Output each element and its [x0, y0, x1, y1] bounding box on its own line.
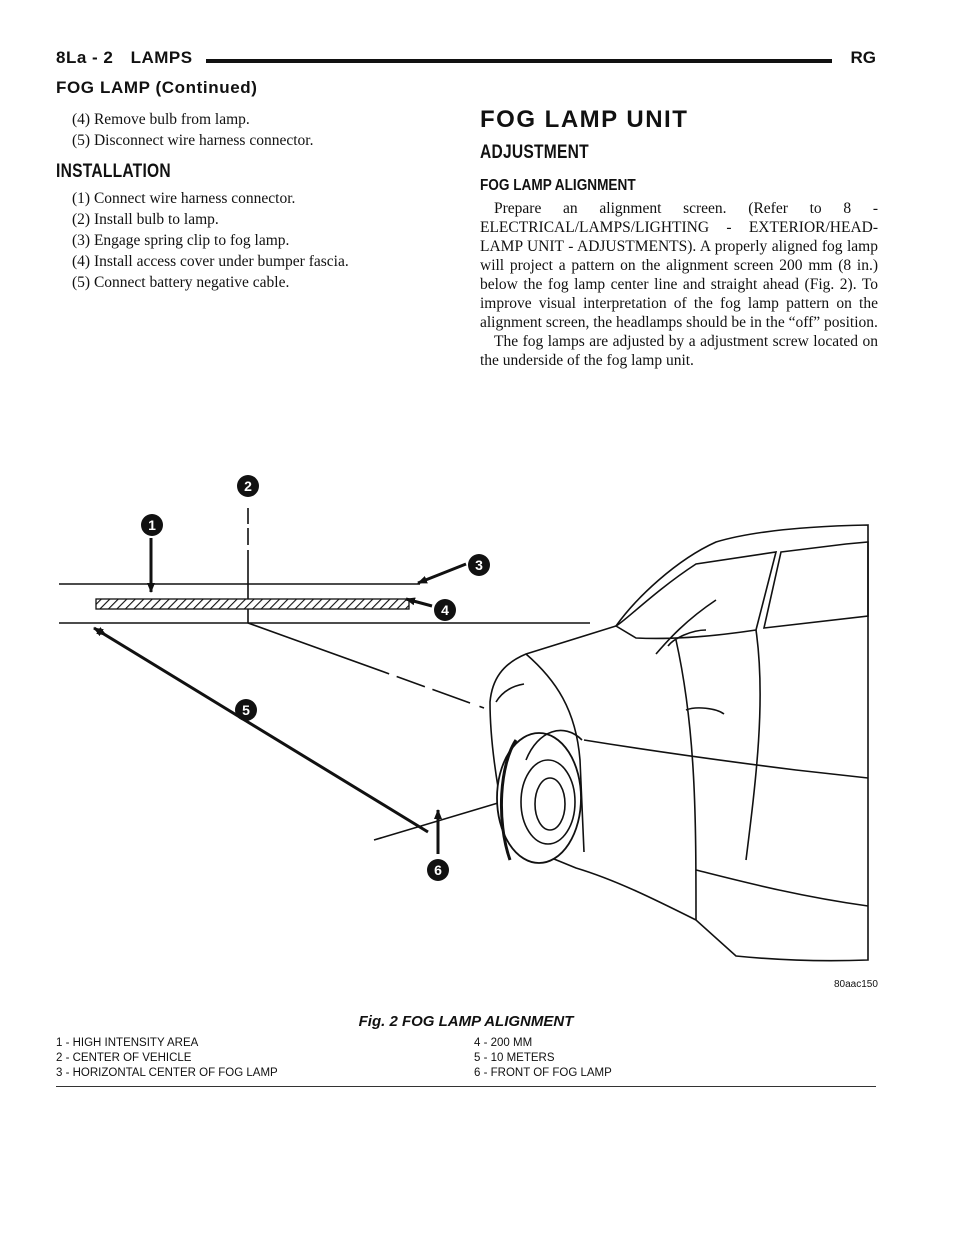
- legend-item: 6 - FRONT OF FOG LAMP: [474, 1067, 612, 1079]
- adjustment-heading: ADJUSTMENT: [480, 142, 589, 163]
- removal-step: (5) Disconnect wire harness connector.: [72, 132, 314, 149]
- installation-step: (2) Install bulb to lamp.: [72, 211, 219, 228]
- legend-item: 5 - 10 METERS: [474, 1052, 555, 1064]
- legend-item: 1 - HIGH INTENSITY AREA: [56, 1037, 199, 1049]
- unit-heading: FOG LAMP UNIT: [480, 106, 689, 133]
- legend-item: 4 - 200 MM: [474, 1037, 533, 1049]
- left-column: [56, 110, 456, 294]
- page-header: [56, 44, 876, 74]
- adjustment-paragraph: The fog lamps are adjusted by a adjustment screw located on the underside of the fog lamp unit.: [480, 333, 878, 369]
- alignment-heading: FOG LAMP ALIGNMENT: [480, 177, 636, 194]
- callout-3-label: 3: [475, 557, 483, 573]
- installation-heading: INSTALLATION: [56, 161, 171, 182]
- installation-step: (4) Install access cover under bumper fascia.: [72, 253, 349, 270]
- vehicle-illustration: [490, 525, 868, 961]
- removal-step: (4) Remove bulb from lamp.: [72, 111, 250, 128]
- figure-code: 80aac150: [834, 979, 878, 990]
- installation-step: (5) Connect battery negative cable.: [72, 274, 290, 291]
- callout-6-label: 6: [434, 862, 442, 878]
- continued-heading: FOG LAMP (Continued): [56, 78, 258, 97]
- callout-5-label: 5: [242, 702, 250, 718]
- section-number: 8La - 2: [56, 48, 114, 67]
- installation-step: (1) Connect wire harness connector.: [72, 190, 296, 207]
- header-rule: [206, 59, 832, 63]
- figure-caption: Fig. 2 FOG LAMP ALIGNMENT: [358, 1013, 574, 1030]
- high-intensity-area: [96, 599, 409, 609]
- legend-item: 3 - HORIZONTAL CENTER OF FOG LAMP: [56, 1067, 278, 1079]
- callout-2-label: 2: [244, 478, 252, 494]
- legend-rule: [56, 1086, 876, 1087]
- callout-1-label: 1: [148, 517, 156, 533]
- legend-item: 2 - CENTER OF VEHICLE: [56, 1052, 192, 1064]
- installation-step: (3) Engage spring clip to fog lamp.: [72, 232, 290, 249]
- right-column: [480, 106, 878, 370]
- alignment-paragraph: Prepare an alignment screen. (Refer to 8 - ELECTRICAL/LAMPS/LIGHTING - EXTERIOR/HEAD-LAMP UNIT - ADJUSTMENTS). A properly aligned fog lamp will project a pattern on the alignment screen 200 mm (8 in.) below the fog lamp center line and straight ahead (Fig. 2). To improve visual interpretation of the fog lamp pattern on the alignment screen, the headlamps should be in the “off” position.: [480, 200, 878, 331]
- section-title: LAMPS: [130, 48, 193, 67]
- fog-lamp-alignment-figure: [56, 440, 876, 1000]
- callout-4-label: 4: [441, 602, 449, 618]
- model-code: RG: [850, 48, 876, 67]
